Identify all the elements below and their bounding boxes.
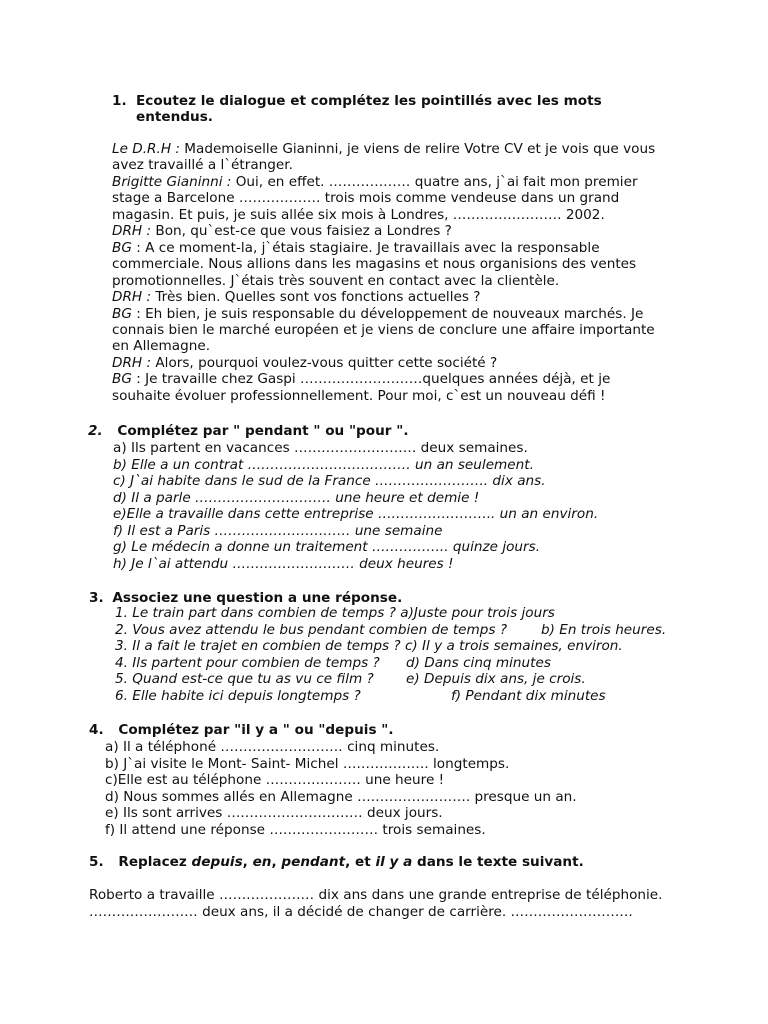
- q3-answer: e) Depuis dix ans, je crois.: [406, 671, 586, 688]
- q3-number: 3.: [89, 590, 104, 606]
- dialogue-text: stage a Barcelone ……………… trois mois comme vendeuse dans un grand: [112, 190, 620, 207]
- q5-title-en: en: [252, 854, 272, 870]
- dialogue-speaker: BG: [112, 305, 132, 322]
- q2-title: Complétez par " pendant " ou "pour ".: [117, 423, 409, 439]
- dialogue-text: Mademoiselle Gianinni, je viens de relire Votre CV et je vois que vous: [179, 141, 656, 157]
- q1-heading: [112, 93, 632, 126]
- q3-question: 1. Le train part dans combien de temps ? a)Juste pour trois jours: [115, 605, 555, 621]
- q3-answer: d) Dans cinq minutes: [406, 654, 551, 671]
- q3-question: 3. Il a fait le trajet en combien de temps ? c) Il y a trois semaines, environ.: [115, 638, 623, 655]
- q2-item: g) Le médecin a donne un traitement …………….. quinze jours.: [113, 539, 541, 555]
- q5-title-end: dans le texte suivant.: [412, 854, 584, 870]
- q2-item: c) J`ai habite dans le sud de la France ……………………. dix ans.: [113, 473, 546, 489]
- dialogue-line: [112, 256, 636, 272]
- q5-title-sep1: ,: [242, 854, 253, 870]
- dialogue-text: magasin. Et puis, je suis allée six mois à Londres, …………………… 2002.: [112, 206, 605, 223]
- q2-item: a) Ils partent en vacances ……………………… deux semaines.: [113, 440, 528, 456]
- q4-item: e) Ils sont arrives ………………………… deux jours.: [105, 805, 443, 822]
- dialogue-line: [112, 388, 606, 404]
- q4-item: d) Nous sommes allés en Allemagne ……………………. presque un an.: [105, 788, 577, 805]
- dialogue-line: [112, 289, 480, 305]
- q1-title-line1: Ecoutez le dialogue et complétez les pointillés avec les mots: [136, 93, 602, 109]
- dialogue-speaker: DRH :: [112, 223, 152, 240]
- q2-number: 2.: [88, 423, 103, 439]
- q3-question: 5. Quand est-ce que tu as vu ce film ?: [115, 671, 374, 688]
- q4-item: a) Il a téléphoné ……………………… cinq minutes.: [105, 739, 440, 755]
- q5-heading: [89, 854, 584, 870]
- q3-title: Associez une question a une réponse.: [112, 590, 403, 606]
- q5-text-line2: …………………… deux ans, il a décidé de changer de carrière. ………………………: [89, 904, 633, 920]
- q1-title-line2: entendus.: [136, 109, 213, 126]
- dialogue-speaker: Brigitte Gianinni :: [112, 173, 232, 190]
- dialogue-line: [112, 207, 605, 223]
- dialogue-text: commerciale. Nous allions dans les magasins et nous organisions des ventes: [112, 256, 637, 273]
- dialogue-text: : Eh bien, je suis responsable du développement de nouveaux marchés. Je: [131, 305, 644, 322]
- dialogue-text: souhaite évoluer professionnellement. Pour moi, c`est un nouveau défi !: [112, 387, 606, 404]
- q2-heading: [88, 423, 408, 439]
- q4-item: b) J`ai visite le Mont- Saint- Michel ………………. longtemps.: [105, 755, 510, 772]
- q5-title-sep2: ,: [271, 854, 282, 870]
- q1-number: 1.: [112, 93, 127, 109]
- dialogue-text: : A ce moment-la, j`étais stagiaire. Je travaillais avec la responsable: [131, 239, 600, 256]
- dialogue-line: [112, 371, 610, 387]
- q3-answer: f) Pendant dix minutes: [451, 688, 606, 704]
- dialogue-line: [112, 174, 638, 190]
- q3-heading: [89, 590, 402, 606]
- q2-item: b) Elle a un contrat ……………………………… un an seulement.: [113, 456, 534, 473]
- dialogue-speaker: BG: [112, 371, 132, 388]
- q5-text-line1: Roberto a travaille ………………… dix ans dans une grande entreprise de téléphonie.: [89, 887, 663, 903]
- dialogue-line: [112, 306, 643, 322]
- dialogue-speaker: BG: [112, 239, 132, 256]
- q5-title-pendant: pendant: [281, 854, 346, 870]
- dialogue-speaker: DRH :: [112, 354, 152, 371]
- dialogue-text: en Allemagne.: [112, 338, 211, 355]
- q5-title-a: Replacez: [118, 854, 192, 870]
- dialogue-line: [112, 157, 293, 173]
- dialogue-text: Très bien. Quelles sont vos fonctions actuelles ?: [151, 289, 481, 306]
- q2-item: e)Elle a travaille dans cette entreprise …………………….. un an environ.: [113, 506, 599, 522]
- q2-item: d) Il a parle ………………………… une heure et demie !: [113, 489, 480, 506]
- dialogue-line: [112, 223, 452, 239]
- dialogue-line: [112, 240, 600, 256]
- q3-question: 2. Vous avez attendu le bus pendant combien de temps ?: [115, 621, 508, 638]
- dialogue-speaker: Le D.R.H :: [112, 141, 180, 157]
- dialogue-text: avez travaillé a l`étranger.: [112, 157, 293, 174]
- q3-answer: b) En trois heures.: [541, 621, 667, 638]
- dialogue-text: Alors, pourquoi voulez-vous quitter cette société ?: [151, 354, 498, 371]
- dialogue-line: [112, 355, 497, 371]
- dialogue-text: Bon, qu`est-ce que vous faisiez a Londres ?: [151, 223, 452, 240]
- q5-title-sep3: , et: [345, 854, 376, 870]
- dialogue-text: Oui, en effet. ……………… quatre ans, j`ai fait mon premier: [231, 173, 638, 190]
- q4-title: Complétez par "il y a " ou "depuis ".: [118, 722, 394, 738]
- q4-item: f) Il attend une réponse …………………… trois semaines.: [105, 822, 486, 838]
- dialogue-text: connais bien le marché européen et je viens de conclure une affaire importante: [112, 321, 655, 338]
- dialogue-speaker: DRH :: [112, 289, 152, 306]
- dialogue-line: [112, 190, 619, 206]
- q4-item: c)Elle est au téléphone ………………… une heure !: [105, 772, 445, 789]
- q3-question: 4. Ils partent pour combien de temps ?: [115, 654, 380, 671]
- dialogue-line: [112, 141, 655, 157]
- q5-number: 5.: [89, 854, 104, 870]
- dialogue-text: : Je travaille chez Gaspi ………………………quelques années déjà, et je: [131, 371, 611, 388]
- q2-item: f) Il est a Paris ………………………… une semaine: [113, 522, 443, 539]
- dialogue-line: [112, 338, 210, 354]
- q3-question: 6. Elle habite ici depuis longtemps ?: [115, 688, 361, 704]
- q2-item: h) Je l`ai attendu ……………………… deux heures !: [113, 555, 454, 572]
- q5-title-depuis: depuis: [191, 854, 243, 870]
- q4-heading: [89, 722, 394, 738]
- dialogue-text: promotionnelles. J`étais très souvent en contact avec la clientèle.: [112, 272, 560, 289]
- dialogue-line: [112, 322, 655, 338]
- q4-number: 4.: [89, 722, 104, 738]
- q5-title-il-y-a: il y a: [375, 854, 413, 870]
- dialogue-line: [112, 273, 559, 289]
